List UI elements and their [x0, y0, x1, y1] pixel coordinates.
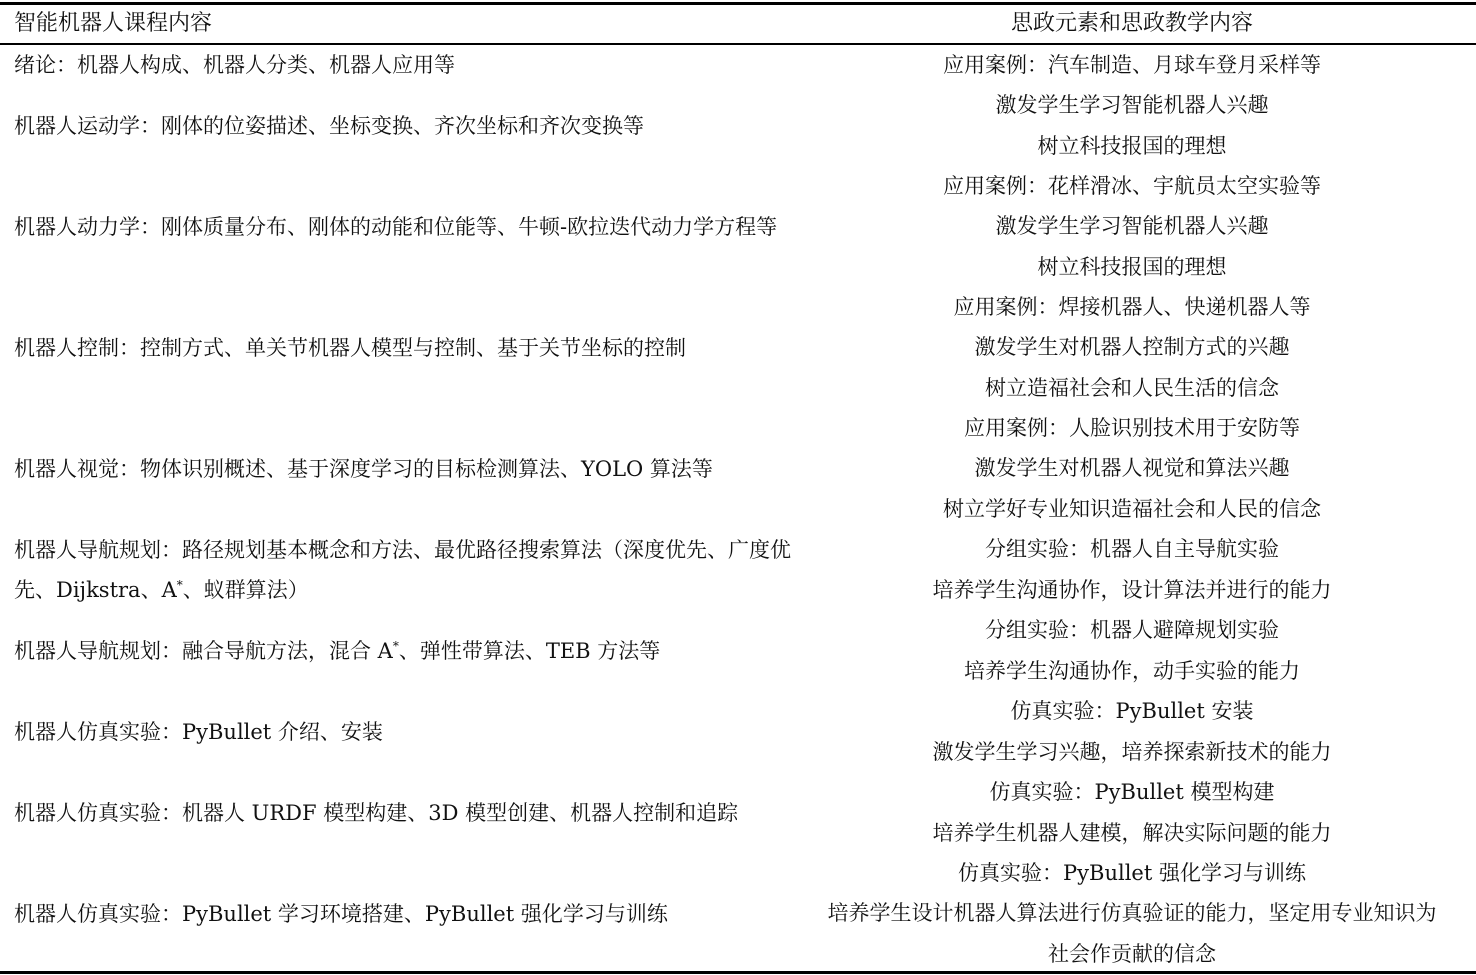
- ideology-line: 分组实验：机器人自主导航实验: [985, 537, 1279, 562]
- ideology-line: 培养学生机器人建模，解决实际问题的能力: [932, 820, 1332, 845]
- ideology-cell: [800, 287, 1464, 408]
- course-text: 绪论：机器人构成、机器人分类、机器人应用等: [14, 53, 455, 77]
- ideology-line: 培养学生沟通协作，设计算法并进行的能力: [932, 577, 1332, 602]
- ideology-line: 树立科技报国的理想: [1037, 133, 1227, 158]
- ideology-line: 树立学好专业知识造福社会和人民的信念: [943, 496, 1321, 521]
- ideology-cell: [800, 529, 1464, 610]
- course-text-part: 机器人导航规划：路径规划基本概念和方法、最优路径搜索算法（深度优先、广度优先、Dijkstra、A: [14, 537, 791, 602]
- ideology-line: 培养学生沟通协作，动手实验的能力: [964, 658, 1300, 683]
- ideology-cell: [800, 691, 1464, 772]
- course-cell: [14, 772, 794, 853]
- course-cell: [14, 408, 794, 529]
- course-text-part: 、弹性带算法、TEB 方法等: [398, 638, 661, 663]
- ideology-line: 应用案例：人脸识别技术用于安防等: [964, 415, 1300, 440]
- ideology-cell: [800, 610, 1464, 691]
- header-ideological-content: 思政元素和思政教学内容: [1010, 11, 1253, 36]
- ideology-line: 应用案例：花样滑冰、宇航员太空实验等: [943, 173, 1321, 198]
- course-cell: [14, 529, 794, 610]
- course-text-part: 机器人导航规划：融合导航方法，混合 A: [14, 638, 393, 663]
- ideology-line: 仿真实验：PyBullet 强化学习与训练: [958, 860, 1306, 885]
- a-star-superscript: *: [176, 577, 183, 592]
- course-text: [14, 530, 794, 610]
- ideology-line: 分组实验：机器人避障规划实验: [985, 618, 1279, 643]
- course-cell: [14, 166, 794, 287]
- course-text: 机器人控制：控制方式、单关节机器人模型与控制、基于关节坐标的控制: [14, 335, 686, 360]
- course-cell: [14, 610, 794, 691]
- course-cell: [14, 85, 794, 166]
- ideology-cell: [800, 45, 1464, 85]
- a-star-superscript: *: [392, 638, 399, 653]
- ideology-line: 激发学生对机器人视觉和算法兴趣: [974, 456, 1290, 481]
- ideology-cell: [800, 853, 1464, 974]
- course-cell: [14, 287, 794, 408]
- ideology-cell: [800, 166, 1464, 287]
- course-text-part: 、蚁群算法）: [182, 577, 309, 602]
- course-cell: [14, 45, 794, 85]
- course-text: 机器人动力学：刚体质量分布、刚体的动能和位能等、牛顿-欧拉迭代动力学方程等: [14, 214, 778, 239]
- ideology-line: 树立科技报国的理想: [1037, 254, 1227, 279]
- ideology-line: 仿真实验：PyBullet 安装: [1010, 699, 1254, 724]
- course-text: 机器人仿真实验：PyBullet 学习环境搭建、PyBullet 强化学习与训练: [14, 901, 668, 926]
- ideology-cell: [800, 772, 1464, 853]
- ideology-cell: [800, 85, 1464, 166]
- ideology-line: 激发学生学习智能机器人兴趣: [995, 93, 1269, 118]
- table-bottom-rule: [0, 971, 1476, 974]
- course-cell: [14, 691, 794, 772]
- header-course-content: 智能机器人课程内容: [14, 11, 213, 36]
- ideology-line: 激发学生学习兴趣，培养探索新技术的能力: [932, 739, 1332, 764]
- ideology-line: 激发学生对机器人控制方式的兴趣: [974, 335, 1290, 360]
- course-text: 机器人仿真实验：机器人 URDF 模型构建、3D 模型创建、机器人控制和追踪: [14, 800, 739, 825]
- ideology-line: 社会作贡献的信念: [1048, 941, 1216, 966]
- ideology-line: 激发学生学习智能机器人兴趣: [995, 214, 1269, 239]
- ideology-line: 应用案例：焊接机器人、快递机器人等: [953, 294, 1311, 319]
- ideology-cell: [800, 408, 1464, 529]
- course-cell: [14, 853, 794, 974]
- course-text: 机器人视觉：物体识别概述、基于深度学习的目标检测算法、YOLO 算法等: [14, 456, 713, 481]
- ideology-line: 树立造福社会和人民生活的信念: [985, 375, 1279, 400]
- course-text: 机器人仿真实验：PyBullet 介绍、安装: [14, 719, 383, 744]
- ideology-line: 培养学生设计机器人算法进行仿真验证的能力，坚定用专业知识为: [827, 901, 1437, 926]
- course-text: 机器人运动学：刚体的位姿描述、坐标变换、齐次坐标和齐次变换等: [14, 113, 644, 138]
- course-text: [14, 631, 794, 671]
- ideology-line: 仿真实验：PyBullet 模型构建: [989, 780, 1275, 805]
- ideology-line: 应用案例：汽车制造、月球车登月采样等: [943, 52, 1321, 77]
